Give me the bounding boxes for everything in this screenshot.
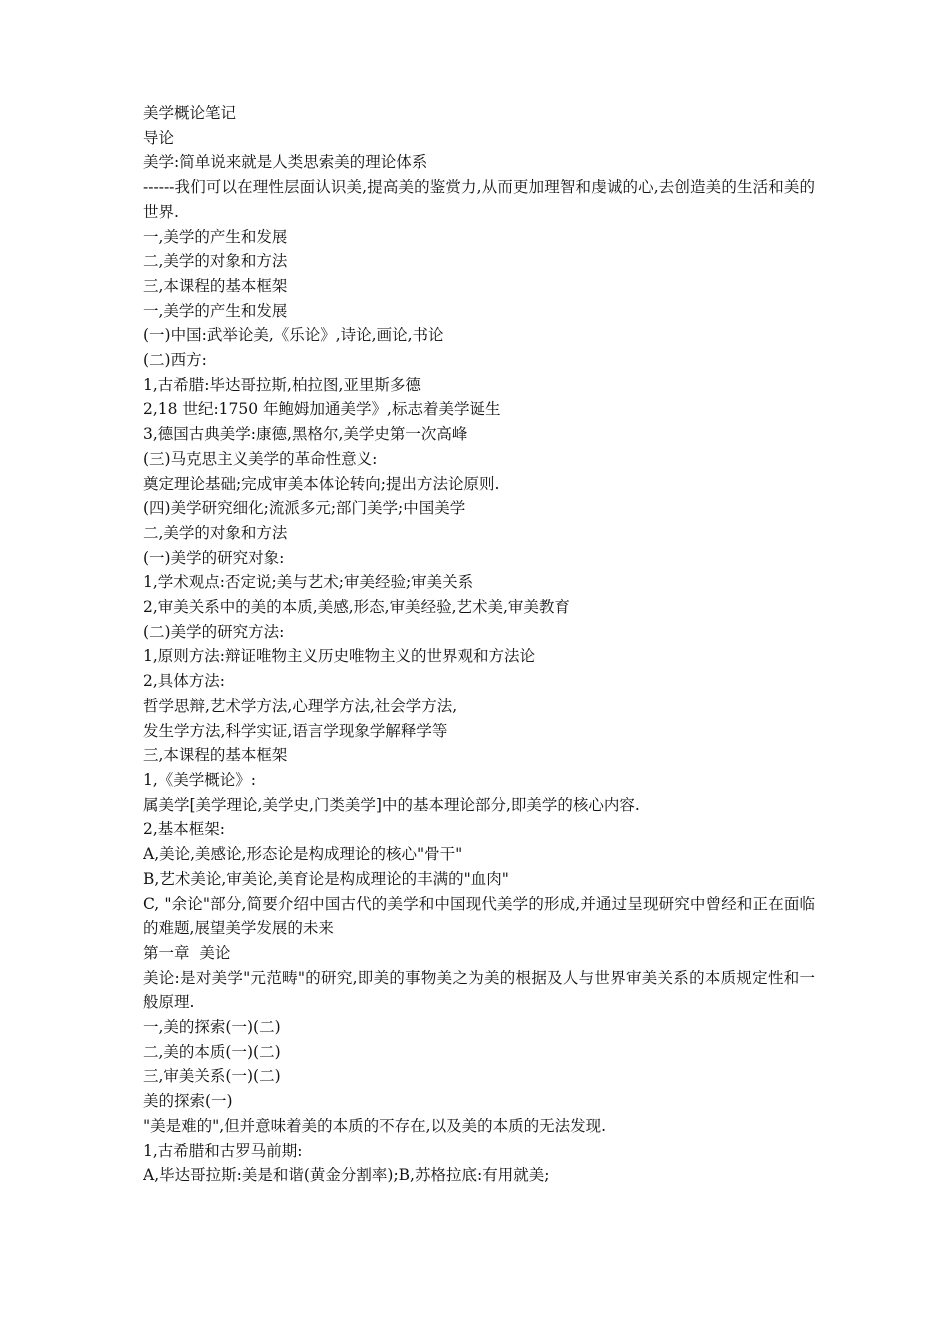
text-line: 奠定理论基础;完成审美本体论转向;提出方法论原则. [143,474,500,493]
outline-item: 一,美学的产生和发展 [143,227,288,246]
outline-item: 一,美的探索(一)(二) [143,1018,281,1037]
text-line: 美学:简单说来就是人类思索美的理论体系 [143,153,428,172]
text-line: (一)中国:武举论美,《乐论》,诗论,画论,书论 [143,326,444,345]
text-line: (二)美学的研究方法: [143,622,285,641]
text-line: 1,古希腊:毕达哥拉斯,柏拉图,亚里斯多德 [143,375,421,394]
text-line: 1,原则方法:辩证唯物主义历史唯物主义的世界观和方法论 [143,647,536,666]
outline-item: 三,本课程的基本框架 [143,276,288,295]
text-line: 2,具体方法: [143,672,226,691]
text-line: 2,基本框架: [143,820,226,839]
text-line: A,毕达哥拉斯:美是和谐(黄金分割率);B,苏格拉底:有用就美; [143,1166,550,1185]
chapter-heading: 第一章 美论 [143,943,231,962]
text-line: (四)美学研究细化;流派多元;部门美学;中国美学 [143,499,466,518]
text-line: 发生学方法,科学实证,语言学现象学解释学等 [143,721,448,740]
document-title: 美学概论笔记 [143,104,237,122]
outline-item: 二,美学的对象和方法 [143,252,288,271]
text-paragraph: ------我们可以在理性层面认识美,提高美的鉴赏力,从而更加理智和虔诚的心,去创造美的生活和美的世界. [143,178,815,221]
text-paragraph: 美论:是对美学"元范畴"的研究,即美的事物美之为美的根据及人与世界审美关系的本质规定性和一般原理. [143,968,815,1012]
text-line: B,艺术美论,审美论,美育论是构成理论的丰满的"血肉" [143,869,509,888]
section-heading: 二,美学的对象和方法 [143,523,288,542]
text-line: (三)马克思主义美学的革命性意义: [143,449,378,468]
section-heading-intro: 导论 [143,128,175,147]
section-heading: 美的探索(一) [143,1092,233,1111]
text-line: 属美学[美学理论,美学史,门类美学]中的基本理论部分,即美学的核心内容. [143,795,640,814]
text-line: 1,古希腊和古罗马前期: [143,1141,303,1160]
text-line: 1,学术观点:否定说;美与艺术;审美经验;审美关系 [143,573,474,592]
text-paragraph: C, "余论"部分,简要介绍中国古代的美学和中国现代美学的形成,并通过呈现研究中曾经和正在面临的难题,展望美学发展的未来 [143,894,815,938]
section-heading: 三,本课程的基本框架 [143,746,288,765]
text-line: 2,18 世纪:1750 年鲍姆加通美学》,标志着美学诞生 [143,400,501,419]
text-line: (一)美学的研究对象: [143,548,285,567]
text-line: 哲学思辩,艺术学方法,心理学方法,社会学方法, [143,696,458,715]
text-line: "美是难的",但并意味着美的本质的不存在,以及美的本质的无法发现. [143,1116,607,1135]
outline-item: 三,审美关系(一)(二) [143,1067,281,1086]
text-line: A,美论,美感论,形态论是构成理论的核心"骨干" [143,845,463,864]
document-page [143,101,815,1188]
text-line: 3,德国古典美学:康德,黑格尔,美学史第一次高峰 [143,425,468,444]
text-line: 2,审美关系中的美的本质,美感,形态,审美经验,艺术美,审美教育 [143,598,570,617]
text-line: (二)西方: [143,351,207,370]
text-line: 1,《美学概论》: [143,770,257,789]
section-heading: 一,美学的产生和发展 [143,301,288,320]
outline-item: 二,美的本质(一)(二) [143,1042,281,1061]
